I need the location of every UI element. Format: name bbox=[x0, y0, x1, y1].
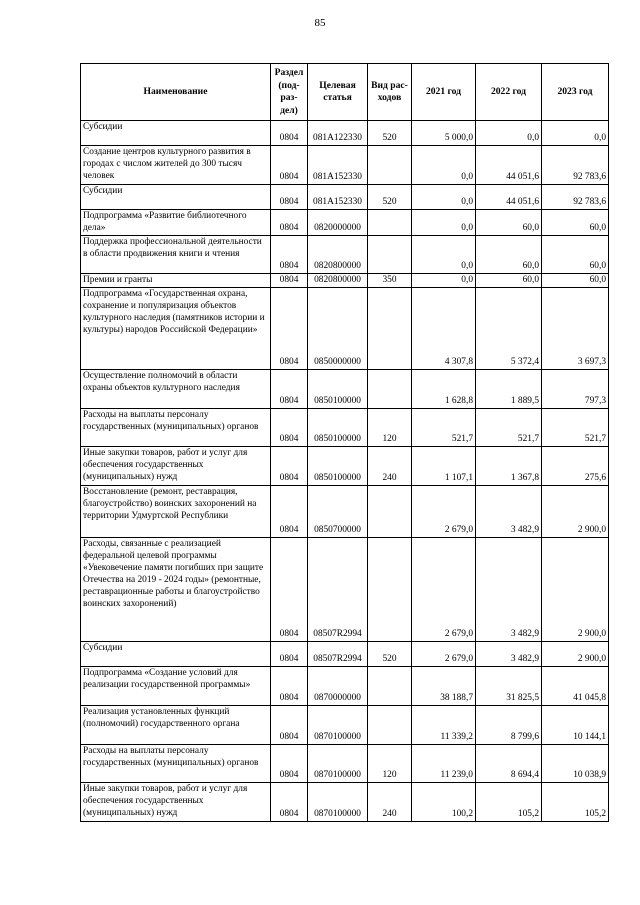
table-row bbox=[81, 274, 609, 288]
row-2021: 0,0 bbox=[412, 146, 476, 185]
row-name bbox=[81, 274, 271, 288]
row-2023: 3 697,3 bbox=[542, 288, 609, 370]
row-name-text: Премии и гранты bbox=[83, 275, 153, 285]
row-2021: 5 000,0 bbox=[412, 121, 476, 146]
row-2023: 2 900,0 bbox=[542, 538, 609, 642]
row-name bbox=[81, 538, 271, 642]
row-2022: 60,0 bbox=[476, 274, 542, 288]
row-kind bbox=[368, 486, 412, 538]
table-row bbox=[81, 210, 609, 236]
row-2021: 0,0 bbox=[412, 274, 476, 288]
table-row bbox=[81, 667, 609, 706]
row-2022: 8 799,6 bbox=[476, 706, 542, 745]
row-name bbox=[81, 447, 271, 486]
row-kind: 350 bbox=[368, 274, 412, 288]
row-2023: 60,0 bbox=[542, 236, 609, 274]
row-2023: 92 783,6 bbox=[542, 146, 609, 185]
row-2023: 2 900,0 bbox=[542, 486, 609, 538]
row-kind bbox=[368, 538, 412, 642]
header-section: Раздел (под-раз-дел) bbox=[271, 64, 308, 121]
row-section: 0804 bbox=[271, 447, 308, 486]
row-2021: 38 188,7 bbox=[412, 667, 476, 706]
row-target: 0850100000 bbox=[308, 409, 368, 447]
row-2022: 44 051,6 bbox=[476, 146, 542, 185]
row-name bbox=[81, 121, 271, 146]
row-kind bbox=[368, 146, 412, 185]
row-kind: 520 bbox=[368, 121, 412, 146]
row-name bbox=[81, 745, 271, 783]
row-name-text: Субсидии bbox=[83, 643, 123, 653]
row-2021: 2 679,0 bbox=[412, 538, 476, 642]
row-section: 0804 bbox=[271, 706, 308, 745]
row-target: 0820800000 bbox=[308, 236, 368, 274]
table-row bbox=[81, 447, 609, 486]
row-2022: 5 372,4 bbox=[476, 288, 542, 370]
table-row bbox=[81, 538, 609, 642]
row-2023: 10 144,1 bbox=[542, 706, 609, 745]
table-row bbox=[81, 745, 609, 783]
row-2021: 100,2 bbox=[412, 783, 476, 822]
row-name bbox=[81, 288, 271, 370]
row-2022: 105,2 bbox=[476, 783, 542, 822]
row-section: 0804 bbox=[271, 642, 308, 667]
row-2021: 1 107,1 bbox=[412, 447, 476, 486]
header-2023: 2023 год bbox=[542, 64, 609, 121]
row-section: 0804 bbox=[271, 370, 308, 409]
row-target: 0850700000 bbox=[308, 486, 368, 538]
row-2021: 11 339,2 bbox=[412, 706, 476, 745]
header-name: Наименование bbox=[81, 64, 271, 121]
row-kind: 120 bbox=[368, 745, 412, 783]
row-target: 081A152330 bbox=[308, 146, 368, 185]
row-name-text: Реализация установленных функций (полномочий) государственного органа bbox=[83, 707, 240, 729]
row-2023: 10 038,9 bbox=[542, 745, 609, 783]
row-kind bbox=[368, 288, 412, 370]
row-name-text: Субсидии bbox=[83, 186, 123, 196]
row-name bbox=[81, 409, 271, 447]
row-kind bbox=[368, 370, 412, 409]
row-section: 0804 bbox=[271, 409, 308, 447]
row-name bbox=[81, 370, 271, 409]
row-name-text: Иные закупки товаров, работ и услуг для обеспечения государственных (муниципальных) нужд bbox=[83, 784, 248, 818]
row-kind bbox=[368, 210, 412, 236]
row-name bbox=[81, 706, 271, 745]
table-row bbox=[81, 146, 609, 185]
row-2021: 2 679,0 bbox=[412, 642, 476, 667]
row-2023: 0,0 bbox=[542, 121, 609, 146]
row-2022: 44 051,6 bbox=[476, 185, 542, 210]
row-name-text: Субсидии bbox=[83, 122, 123, 132]
table-row bbox=[81, 236, 609, 274]
row-name bbox=[81, 185, 271, 210]
row-section: 0804 bbox=[271, 486, 308, 538]
row-name-text: Расходы, связанные с реализацией федеральной целевой программы «Увековечение памяти погибших при защите Отечества на 2019 - 2024 годы» (ремонтные, реставрационные работы и благоустройство воинских захоронений) bbox=[83, 539, 264, 609]
row-target: 0820800000 bbox=[308, 274, 368, 288]
row-section: 0804 bbox=[271, 210, 308, 236]
row-section: 0804 bbox=[271, 236, 308, 274]
row-2021: 0,0 bbox=[412, 185, 476, 210]
row-target: 0850100000 bbox=[308, 447, 368, 486]
row-2022: 60,0 bbox=[476, 236, 542, 274]
row-target: 0870100000 bbox=[308, 745, 368, 783]
row-2023: 60,0 bbox=[542, 274, 609, 288]
row-kind: 240 bbox=[368, 783, 412, 822]
row-2022: 1 889,5 bbox=[476, 370, 542, 409]
row-name-text: Подпрограмма «Развитие библиотечного дела» bbox=[83, 211, 247, 233]
row-kind: 240 bbox=[368, 447, 412, 486]
row-name-text: Осуществление полномочий в области охраны объектов культурного наследия bbox=[83, 371, 240, 393]
row-target: 0850000000 bbox=[308, 288, 368, 370]
row-name-text: Подпрограмма «Государственная охрана, сохранение и популяризация объектов культурного наследия (памятников истории и культуры) народов Российской Федерации» bbox=[83, 289, 265, 335]
table-row bbox=[81, 121, 609, 146]
table-row bbox=[81, 706, 609, 745]
row-2023: 105,2 bbox=[542, 783, 609, 822]
row-2021: 11 239,0 bbox=[412, 745, 476, 783]
row-2022: 521,7 bbox=[476, 409, 542, 447]
row-section: 0804 bbox=[271, 146, 308, 185]
row-2022: 3 482,9 bbox=[476, 538, 542, 642]
row-target: 0850100000 bbox=[308, 370, 368, 409]
row-name-text: Поддержка профессиональной деятельности в области продвижения книги и чтения bbox=[83, 237, 262, 259]
row-name-text: Подпрограмма «Создание условий для реализации государственной программы» bbox=[83, 668, 251, 690]
row-section: 0804 bbox=[271, 121, 308, 146]
row-name-text: Иные закупки товаров, работ и услуг для обеспечения государственных (муниципальных) нужд bbox=[83, 448, 248, 482]
row-name-text: Создание центров культурного развития в городах с числом жителей до 300 тысяч человек bbox=[83, 147, 251, 181]
row-kind: 520 bbox=[368, 185, 412, 210]
row-name bbox=[81, 486, 271, 538]
header-row bbox=[81, 64, 609, 121]
row-name bbox=[81, 783, 271, 822]
table-row bbox=[81, 185, 609, 210]
row-2021: 521,7 bbox=[412, 409, 476, 447]
row-target: 0870000000 bbox=[308, 667, 368, 706]
row-section: 0804 bbox=[271, 274, 308, 288]
row-2022: 1 367,8 bbox=[476, 447, 542, 486]
header-2021: 2021 год bbox=[412, 64, 476, 121]
row-section: 0804 bbox=[271, 538, 308, 642]
row-2022: 3 482,9 bbox=[476, 486, 542, 538]
row-kind: 120 bbox=[368, 409, 412, 447]
row-2023: 797,3 bbox=[542, 370, 609, 409]
row-target: 08507R2994 bbox=[308, 642, 368, 667]
row-2023: 41 045,8 bbox=[542, 667, 609, 706]
row-2023: 2 900,0 bbox=[542, 642, 609, 667]
table-row bbox=[81, 370, 609, 409]
header-target: Целевая статья bbox=[308, 64, 368, 121]
row-2023: 92 783,6 bbox=[542, 185, 609, 210]
table-row bbox=[81, 783, 609, 822]
row-name bbox=[81, 667, 271, 706]
row-target: 0870100000 bbox=[308, 706, 368, 745]
row-2021: 0,0 bbox=[412, 236, 476, 274]
row-2022: 60,0 bbox=[476, 210, 542, 236]
row-2021: 0,0 bbox=[412, 210, 476, 236]
row-2023: 275,6 bbox=[542, 447, 609, 486]
budget-table bbox=[80, 63, 609, 822]
row-kind bbox=[368, 236, 412, 274]
row-target: 081A122330 bbox=[308, 121, 368, 146]
row-2022: 8 694,4 bbox=[476, 745, 542, 783]
row-section: 0804 bbox=[271, 745, 308, 783]
row-kind bbox=[368, 667, 412, 706]
row-kind bbox=[368, 706, 412, 745]
row-section: 0804 bbox=[271, 783, 308, 822]
table-row bbox=[81, 409, 609, 447]
table-row bbox=[81, 486, 609, 538]
header-kind: Вид рас-ходов bbox=[368, 64, 412, 121]
row-2022: 3 482,9 bbox=[476, 642, 542, 667]
row-name-text: Расходы на выплаты персоналу государственных (муниципальных) органов bbox=[83, 746, 259, 768]
row-name-text: Восстановление (ремонт, реставрация, благоустройство) воинских захоронений на территории Удмуртской Республики bbox=[83, 487, 257, 521]
row-2021: 1 628,8 bbox=[412, 370, 476, 409]
row-section: 0804 bbox=[271, 288, 308, 370]
row-name bbox=[81, 642, 271, 667]
row-target: 08507R2994 bbox=[308, 538, 368, 642]
page-number: 85 bbox=[314, 17, 326, 29]
row-2023: 521,7 bbox=[542, 409, 609, 447]
row-name-text: Расходы на выплаты персоналу государственных (муниципальных) органов bbox=[83, 410, 259, 432]
table-row bbox=[81, 642, 609, 667]
row-2023: 60,0 bbox=[542, 210, 609, 236]
header-2022: 2022 год bbox=[476, 64, 542, 121]
row-2022: 0,0 bbox=[476, 121, 542, 146]
row-2021: 2 679,0 bbox=[412, 486, 476, 538]
row-name bbox=[81, 236, 271, 274]
row-name bbox=[81, 146, 271, 185]
row-target: 0820000000 bbox=[308, 210, 368, 236]
table-row bbox=[81, 288, 609, 370]
row-2022: 31 825,5 bbox=[476, 667, 542, 706]
row-kind: 520 bbox=[368, 642, 412, 667]
row-target: 0870100000 bbox=[308, 783, 368, 822]
row-name bbox=[81, 210, 271, 236]
row-section: 0804 bbox=[271, 185, 308, 210]
row-2021: 4 307,8 bbox=[412, 288, 476, 370]
row-target: 081A152330 bbox=[308, 185, 368, 210]
row-section: 0804 bbox=[271, 667, 308, 706]
